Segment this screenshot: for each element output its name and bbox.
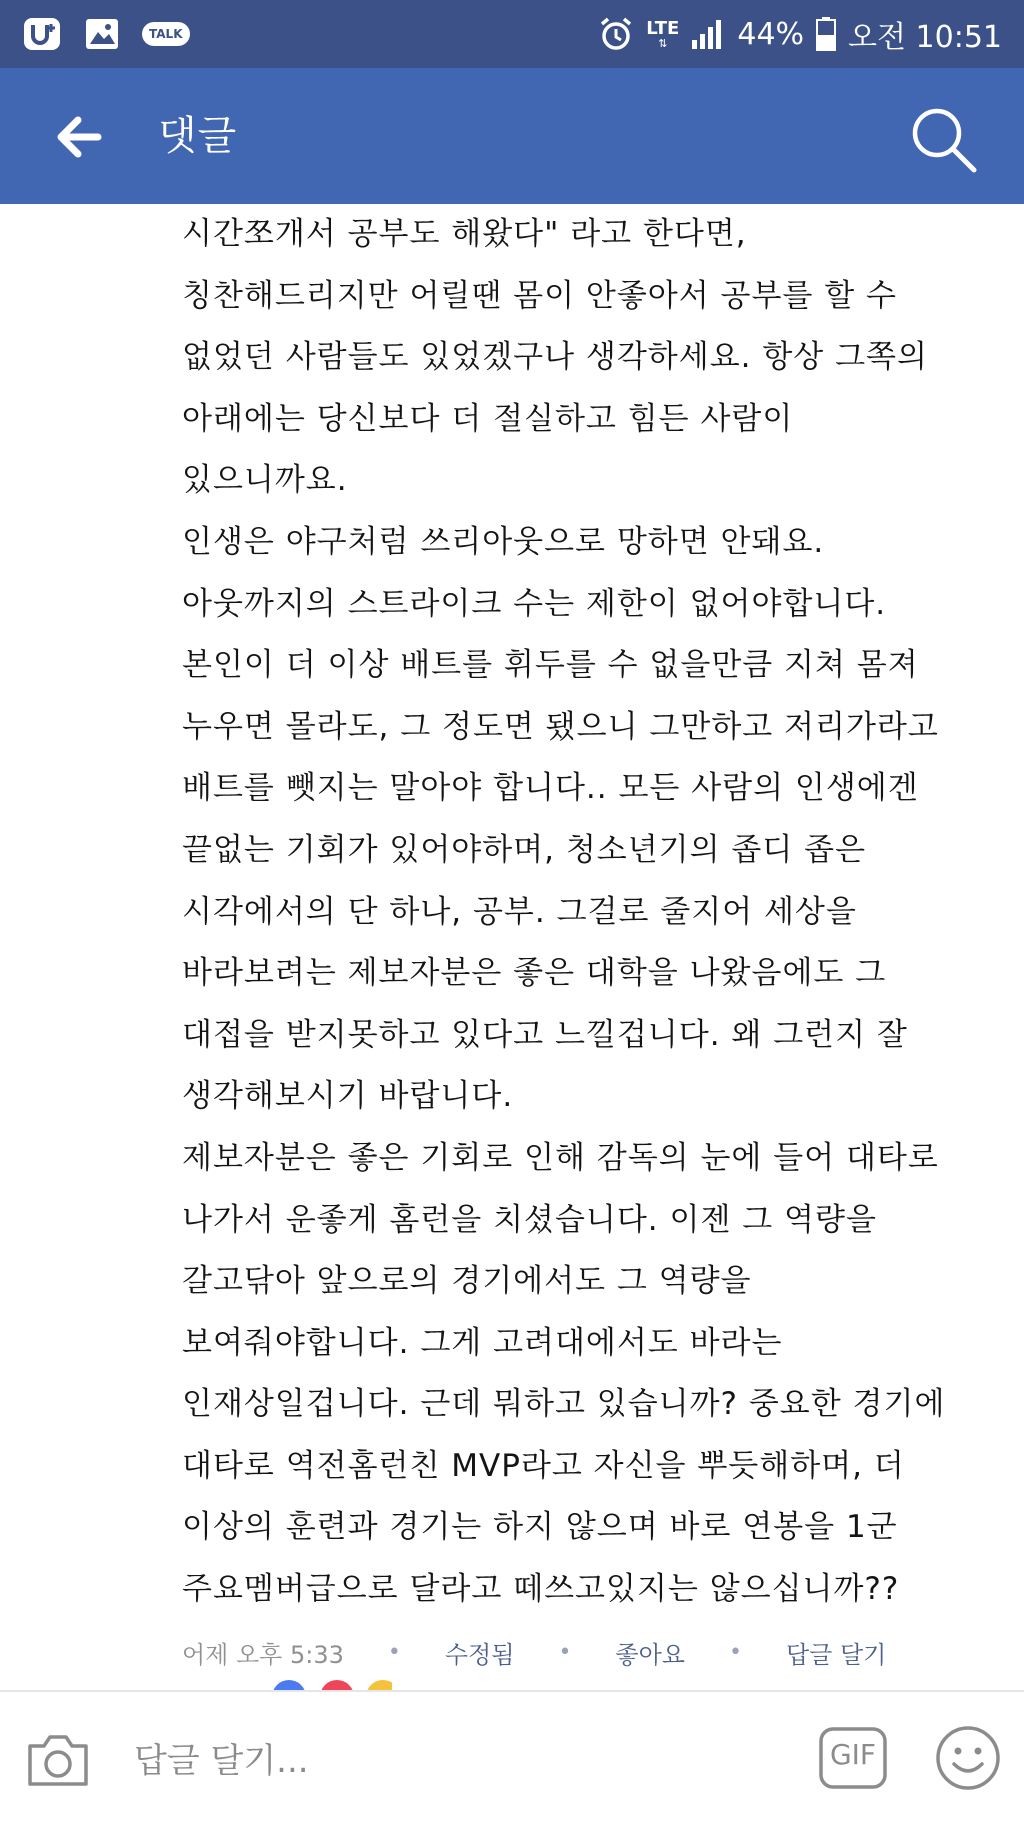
battery-icon	[816, 17, 836, 51]
reply-input[interactable]	[132, 1732, 776, 1790]
comment-line: 본인이 더 이상 배트를 휘두를 수 없을만큼 지쳐 몸져	[182, 647, 919, 684]
separator-dot: •	[558, 1639, 572, 1665]
clock: 오전 10:51	[848, 20, 1002, 55]
comment-line: 없었던 사람들도 있었겠구나 생각하세요. 항상 그쪽의	[182, 339, 928, 376]
edited-link[interactable]: 수정됨	[444, 1640, 515, 1669]
comment-line: 아웃까지의 스트라이크 수는 제한이 없어야합니다.	[182, 585, 887, 622]
gif-label: GIF	[829, 1738, 877, 1771]
comment-line: 보여줘야합니다. 그게 고려대에서도 바라는	[182, 1324, 783, 1361]
comment-line: 주요멤버급으로 달라고 떼쓰고있지는 않으십니까??	[182, 1571, 900, 1608]
comment-line: 갈고닦아 앞으로의 경기에서도 그 역량을	[182, 1263, 752, 1300]
emoji-button[interactable]	[934, 1724, 1002, 1792]
comment-line: 칭찬해드리지만 어릴땐 몸이 안좋아서 공부를 할 수	[182, 277, 897, 314]
separator-dot: •	[728, 1639, 742, 1665]
gallery-icon	[84, 17, 120, 51]
comment-meta	[182, 1632, 1002, 1672]
comment-line: 이상의 훈련과 경기는 하지 않으며 바로 연봉을 1군	[182, 1509, 898, 1546]
like-reaction-icon	[272, 1680, 306, 1690]
reaction-summary[interactable]	[272, 1680, 392, 1690]
separator-dot: •	[387, 1639, 401, 1665]
comment-line: 제보자분은 좋은 기회로 인해 감독의 눈에 들어 대타로	[182, 1139, 939, 1176]
battery-percent: 44%	[737, 16, 805, 52]
love-reaction-icon	[320, 1680, 354, 1690]
comment-line: 생각해보시기 바랍니다.	[182, 1078, 514, 1115]
status-bar	[0, 0, 1024, 68]
comment-line: 나가서 운좋게 홈런을 치셨습니다. 이젠 그 역량을	[182, 1201, 877, 1238]
camera-button[interactable]	[24, 1730, 92, 1790]
gif-button[interactable]	[818, 1726, 888, 1790]
search-button[interactable]	[908, 104, 980, 176]
network-label: LTE	[646, 17, 680, 39]
camera-icon	[24, 1730, 92, 1790]
comment-line: 누우면 몰라도, 그 정도면 됐으니 그만하고 저리가라고	[182, 708, 939, 745]
app-bar	[0, 68, 1024, 204]
u-plus-icon	[22, 16, 62, 52]
comment-line: 시간쪼개서 공부도 해왔다" 라고 한다면,	[182, 216, 747, 252]
comment-line: 대타로 역전홈런친 MVP라고 자신을 뿌듯해하며, 더	[182, 1447, 905, 1484]
status-bar-system	[598, 12, 1002, 56]
reply-bar	[0, 1690, 1024, 1822]
back-button[interactable]	[52, 112, 108, 162]
search-icon	[908, 104, 980, 176]
smiley-icon	[934, 1724, 1002, 1792]
comment-line: 인생은 야구처럼 쓰리아웃으로 망하면 안돼요.	[182, 523, 825, 560]
alarm-icon	[598, 16, 634, 52]
lte-icon: LTE ⇅	[646, 17, 680, 50]
like-button[interactable]: 좋아요	[615, 1640, 685, 1669]
comment-line: 시각에서의 단 하나, 공부. 그걸로 줄지어 세상을	[182, 893, 857, 930]
haha-reaction-icon	[366, 1680, 392, 1690]
comment-line: 바라보려는 제보자분은 좋은 대학을 나왔음에도 그	[182, 955, 887, 992]
comment-text	[182, 204, 1002, 1621]
comment-line: 있으니까요.	[182, 462, 348, 499]
page-title: 댓글	[158, 113, 238, 159]
comment-line: 아래에는 당신보다 더 절실하고 힘든 사람이	[182, 400, 794, 437]
comment-timestamp: 어제 오후 5:33	[182, 1640, 344, 1669]
comment-line: 배트를 뺏지는 말아야 합니다.. 모든 사람의 인생에겐	[182, 770, 919, 807]
arrow-left-icon	[52, 112, 108, 162]
kakaotalk-icon: TALK	[142, 22, 190, 46]
comment-line: 끝없는 기회가 있어야하며, 청소년기의 좁디 좁은	[182, 831, 867, 868]
comment-line: 대접을 받지못하고 있다고 느낄겁니다. 왜 그런지 잘	[182, 1016, 908, 1053]
comment-line: 인재상일겁니다. 근데 뭐하고 있습니까? 중요한 경기에	[182, 1386, 946, 1423]
signal-icon	[691, 18, 725, 50]
reply-button[interactable]: 답글 달기	[785, 1640, 887, 1669]
status-bar-notifications	[22, 16, 190, 52]
